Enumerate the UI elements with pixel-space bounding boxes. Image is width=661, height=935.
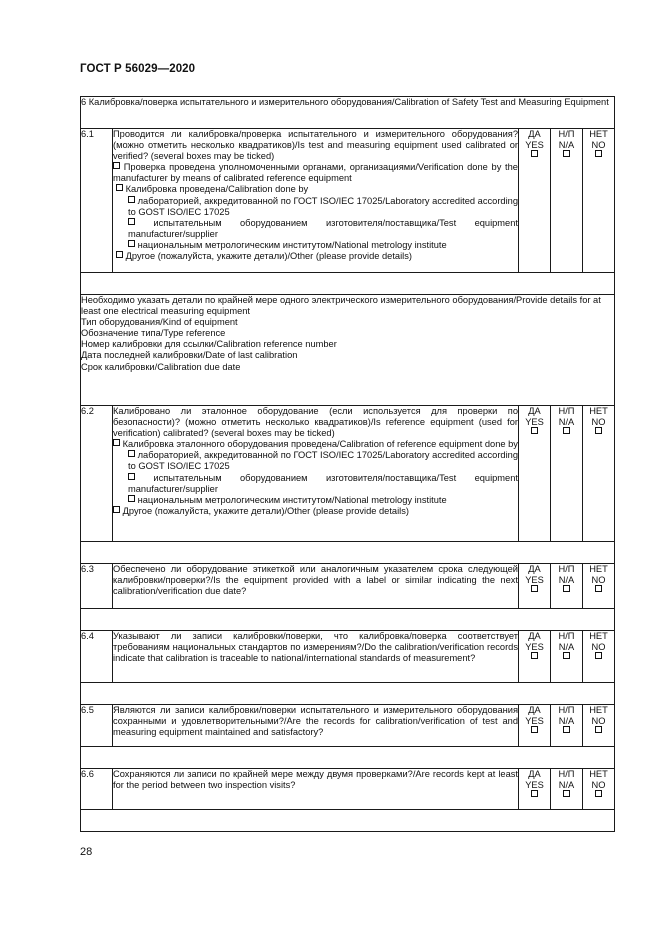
blank-row <box>81 542 615 564</box>
page-number: 28 <box>80 846 93 858</box>
option-verification[interactable] <box>113 162 518 184</box>
checkbox-icon[interactable] <box>128 196 135 203</box>
checkbox-icon[interactable] <box>563 150 570 157</box>
checkbox-icon[interactable] <box>563 585 570 592</box>
details-ref-number: Номер калибровки для ссылки/Calibration reference number <box>81 339 337 350</box>
answer-field[interactable] <box>81 810 615 832</box>
checkbox-icon[interactable] <box>128 473 135 480</box>
details-intro: Необходимо указать детали по крайней мере одного электрического измерительного оборудования/Provide details for at least one electrical measuring equipment <box>81 295 601 317</box>
option-label: Калибровка проведена/Calibration done by <box>125 184 309 195</box>
option-manufacturer[interactable] <box>113 218 518 240</box>
details-block[interactable] <box>81 295 615 406</box>
section-title: 6 Калибровка/поверка испытательного и измерительного оборудования/Calibration of Safety Test and Measuring Equipment <box>81 97 615 129</box>
blank-row <box>81 609 615 631</box>
checkbox-icon[interactable] <box>595 427 602 434</box>
checkbox-icon[interactable] <box>128 240 135 247</box>
checkbox-icon[interactable] <box>531 150 538 157</box>
checkbox-icon[interactable] <box>531 427 538 434</box>
option-label: Другое (пожалуйста, укажите детали)/Other (please provide details) <box>125 251 412 262</box>
answer-no[interactable]: НЕТ NO <box>583 129 615 273</box>
option-label: испытательным оборудованием изготовителя/поставщика/Test equipment manufacturer/supplier <box>128 472 518 494</box>
answer-no[interactable]: НЕТ NO <box>583 769 615 810</box>
answer-na[interactable]: Н/П N/A <box>551 564 583 609</box>
answer-no[interactable]: НЕТ NO <box>583 406 615 542</box>
question-row-6-6 <box>81 769 615 810</box>
checklist-table <box>80 96 615 832</box>
answer-na[interactable]: Н/П N/A <box>551 705 583 747</box>
details-kind: Тип оборудования/Kind of equipment <box>81 317 238 328</box>
option-accredited-lab[interactable] <box>113 450 518 472</box>
answer-yes[interactable]: ДА YES <box>519 406 551 542</box>
option-label: Калибровка эталонного оборудования проведена/Calibration of reference equipment done by <box>122 439 518 450</box>
checkbox-icon[interactable] <box>595 790 602 797</box>
checkbox-icon[interactable] <box>595 150 602 157</box>
question-text: Обеспечено ли оборудование этикеткой или аналогичным указателем срока следующей калибровки/проверки?/Is the equipment provided with a label or similar indicating the next calibration/verification due date? <box>113 564 519 609</box>
option-manufacturer[interactable] <box>113 473 518 495</box>
checkbox-icon[interactable] <box>113 162 120 169</box>
question-number: 6.6 <box>81 769 113 810</box>
option-accredited-lab[interactable] <box>113 196 518 218</box>
checkbox-icon[interactable] <box>595 585 602 592</box>
option-label: лабораторией, аккредитованной по ГОСТ ISO/IEC 17025/Laboratory accredited according to GOST ISO/IEC 17025 <box>128 450 518 472</box>
option-other[interactable] <box>113 506 518 517</box>
answer-field[interactable] <box>81 683 615 705</box>
checkbox-icon[interactable] <box>563 790 570 797</box>
question-number: 6.5 <box>81 705 113 747</box>
option-metrology-institute[interactable] <box>113 240 518 251</box>
checkbox-icon[interactable] <box>128 450 135 457</box>
checkbox-icon[interactable] <box>113 506 120 513</box>
answer-na[interactable]: Н/П N/A <box>551 406 583 542</box>
details-type: Обозначение типа/Type reference <box>81 328 226 339</box>
answer-yes[interactable]: ДА YES <box>519 129 551 273</box>
blank-row <box>81 810 615 832</box>
answer-na[interactable]: Н/П N/A <box>551 631 583 683</box>
blank-row <box>81 747 615 769</box>
question-prompt: Калибровано ли эталонное оборудование (если используется для проверки по безопасности)? (можно отметить несколько квадратиков)/Is reference equipment (used for verification) calibrated? (several boxes may be ticked) <box>113 406 518 439</box>
option-other[interactable] <box>113 251 518 262</box>
answer-yes[interactable]: ДА YES <box>519 631 551 683</box>
question-text <box>113 406 519 542</box>
question-row-6-5 <box>81 705 615 747</box>
checkbox-icon[interactable] <box>531 585 538 592</box>
checkbox-icon[interactable] <box>113 439 120 446</box>
answer-no[interactable]: НЕТ NO <box>583 705 615 747</box>
checkbox-icon[interactable] <box>595 726 602 733</box>
checkbox-icon[interactable] <box>563 726 570 733</box>
section-title-row <box>81 97 615 129</box>
checkbox-icon[interactable] <box>116 184 123 191</box>
question-number: 6.3 <box>81 564 113 609</box>
question-number: 6.2 <box>81 406 113 542</box>
answer-no[interactable]: НЕТ NO <box>583 631 615 683</box>
blank-row <box>81 273 615 295</box>
question-number: 6.4 <box>81 631 113 683</box>
option-label: национальным метрологическим институтом/National metrology institute <box>137 494 447 505</box>
checkbox-icon[interactable] <box>595 652 602 659</box>
question-row-6-4 <box>81 631 615 683</box>
answer-yes[interactable]: ДА YES <box>519 564 551 609</box>
details-due-date: Срок калибровки/Calibration due date <box>81 361 241 372</box>
option-calibration-reference[interactable] <box>113 439 518 450</box>
details-row <box>81 295 615 406</box>
question-text: Сохраняются ли записи по крайней мере между двумя проверками?/Are records kept at least for the period between two inspection visits? <box>113 769 519 810</box>
checkbox-icon[interactable] <box>531 726 538 733</box>
checkbox-icon[interactable] <box>531 790 538 797</box>
checkbox-icon[interactable] <box>563 652 570 659</box>
question-row-6-2 <box>81 406 615 542</box>
answer-na[interactable]: Н/П N/A <box>551 769 583 810</box>
answer-field[interactable] <box>81 273 615 295</box>
checkbox-icon[interactable] <box>128 218 135 225</box>
option-label: национальным метрологическим институтом/National metrology institute <box>137 239 447 250</box>
answer-na[interactable]: Н/П N/A <box>551 129 583 273</box>
option-calibration[interactable] <box>113 184 518 195</box>
blank-row <box>81 683 615 705</box>
answer-field[interactable] <box>81 542 615 564</box>
checkbox-icon[interactable] <box>531 652 538 659</box>
question-row-6-3 <box>81 564 615 609</box>
question-row-6-1 <box>81 129 615 273</box>
checkbox-icon[interactable] <box>116 251 123 258</box>
details-last-date: Дата последней калибровки/Date of last calibration <box>81 350 298 361</box>
document-code: ГОСТ Р 56029—2020 <box>80 63 196 75</box>
answer-yes[interactable]: ДА YES <box>519 705 551 747</box>
question-text <box>113 129 519 273</box>
question-text: Указывают ли записи калибровки/поверки, что калибровка/поверка соответствует требованиям национальных стандартов по измерениям?/Do the calibration/verification records indicate that calibration is traceable to national/international standards of measurement? <box>113 631 519 683</box>
option-label: Другое (пожалуйста, укажите детали)/Other (please provide details) <box>122 505 409 516</box>
option-label: лабораторией, аккредитованной по ГОСТ ISO/IEC 17025/Laboratory accredited according to GOST ISO/IEC 17025 <box>128 195 518 217</box>
checkbox-icon[interactable] <box>563 427 570 434</box>
question-text: Являются ли записи калибровки/поверки испытательного и измерительного оборудования сохранными и удовлетворительными?/Are the records for calibration/verification of test and measuring equipment maintained and satisfactory? <box>113 705 519 747</box>
checkbox-icon[interactable] <box>128 495 135 502</box>
option-metrology-institute[interactable] <box>113 495 518 506</box>
option-label: испытательным оборудованием изготовителя/поставщика/Test equipment manufacturer/supplier <box>128 217 518 239</box>
question-number: 6.1 <box>81 129 113 273</box>
option-label: Проверка проведена уполномоченными органами, организациями/Verification done by the manufacturer by means of calibrated reference equipment <box>113 162 518 184</box>
answer-field[interactable] <box>81 609 615 631</box>
answer-yes[interactable]: ДА YES <box>519 769 551 810</box>
answer-field[interactable] <box>81 747 615 769</box>
answer-no[interactable]: НЕТ NO <box>583 564 615 609</box>
question-prompt: Проводится ли калибровка/проверка испытательного и измерительного оборудования? (можно отметить несколько квадратиков)/Is test and measuring equipment used calibrated or verified? (several boxes may be ticked) <box>113 129 518 162</box>
